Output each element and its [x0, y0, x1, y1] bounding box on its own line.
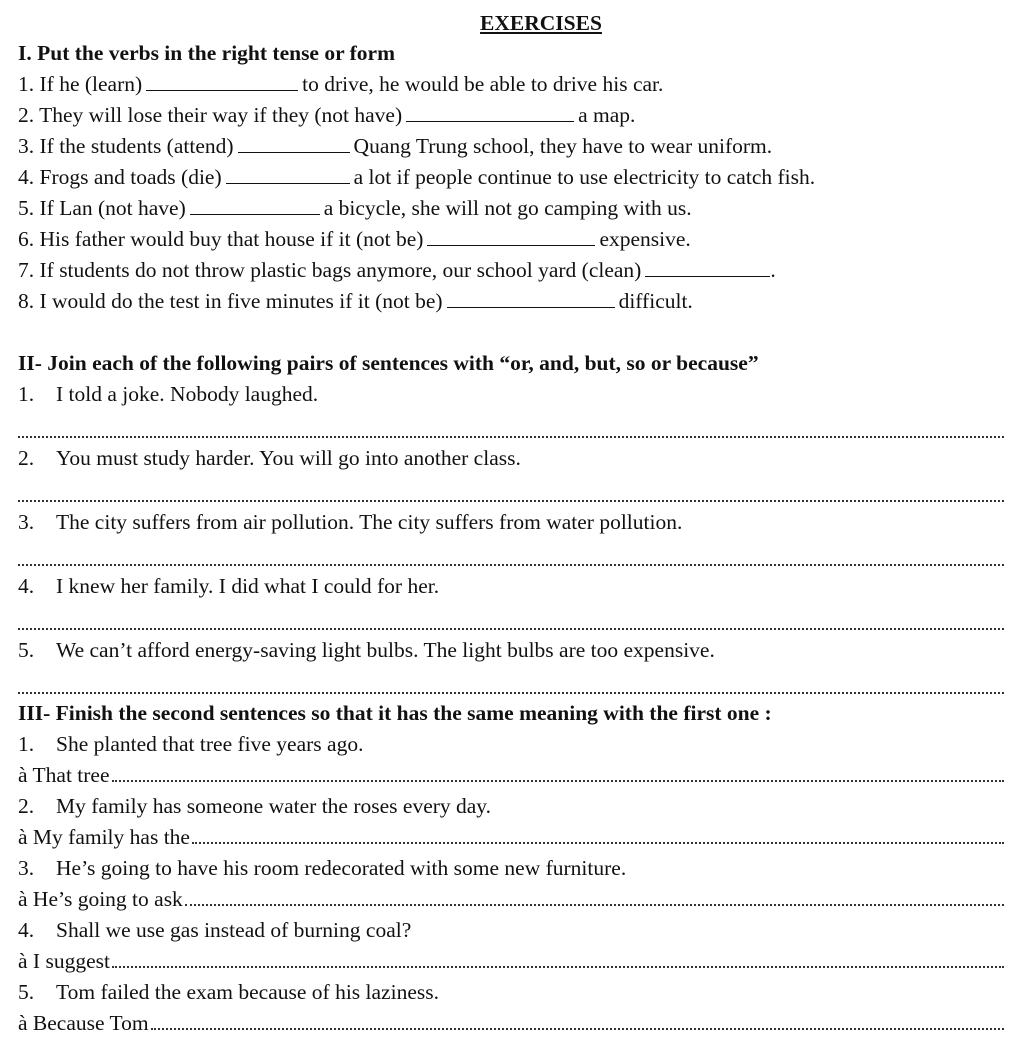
- answer-blank[interactable]: [146, 70, 298, 91]
- answer-blank[interactable]: [645, 256, 770, 277]
- exercise-item: 6. His father would buy that house if it (not be) expensive.: [18, 227, 691, 251]
- answer-line[interactable]: [18, 538, 1004, 566]
- exercise-item: 1. If he (learn) to drive, he would be able to drive his car.: [18, 72, 664, 96]
- exercise-item: 4. Shall we use gas instead of burning coal?: [18, 918, 412, 942]
- section-2-heading: II- Join each of the following pairs of sentences with “or, and, but, so or because”: [18, 351, 759, 375]
- exercise-item: 4. Frogs and toads (die) a lot if people continue to use electricity to catch fish.: [18, 165, 816, 189]
- exercise-item: 5. Tom failed the exam because of his laziness.: [18, 980, 439, 1004]
- exercise-item: 5. If Lan (not have) a bicycle, she will not go camping with us.: [18, 196, 692, 220]
- exercise-item: 7. If students do not throw plastic bags anymore, our school yard (clean) .: [18, 258, 776, 282]
- exercise-item: 2. You must study harder. You will go into another class.: [18, 446, 521, 470]
- answer-line[interactable]: [192, 824, 1004, 844]
- answer-blank[interactable]: [427, 225, 595, 246]
- spacer: [18, 317, 1004, 348]
- answer-line[interactable]: [185, 886, 1004, 906]
- exercise-item: 8. I would do the test in five minutes if it (not be) difficult.: [18, 289, 693, 313]
- exercise-item: 3. If the students (attend) Quang Trung school, they have to wear uniform.: [18, 134, 773, 158]
- exercise-item: 3. The city suffers from air pollution. The city suffers from water pollution.: [18, 510, 683, 534]
- answer-line[interactable]: [112, 948, 1004, 968]
- answer-line[interactable]: [18, 474, 1004, 502]
- exercise-item: 3. He’s going to have his room redecorated with some new furniture.: [18, 856, 627, 880]
- section-1-heading: I. Put the verbs in the right tense or form: [18, 41, 395, 65]
- answer-blank[interactable]: [406, 101, 574, 122]
- exercise-item: 1. She planted that tree five years ago.: [18, 732, 364, 756]
- answer-row: à He’s going to ask: [18, 884, 1004, 915]
- exercise-item: 1. I told a joke. Nobody laughed.: [18, 382, 319, 406]
- answer-line[interactable]: [18, 410, 1004, 438]
- section-3-heading: III- Finish the second sentences so that it has the same meaning with the first one :: [18, 701, 772, 725]
- answer-line[interactable]: [112, 762, 1004, 782]
- answer-blank[interactable]: [238, 132, 350, 153]
- exercise-item: 5. We can’t afford energy-saving light bulbs. The light bulbs are too expensive.: [18, 638, 715, 662]
- answer-blank[interactable]: [447, 287, 615, 308]
- answer-row: à I suggest: [18, 946, 1004, 977]
- exercise-item: 2. They will lose their way if they (not have) a map.: [18, 103, 636, 127]
- page-title: EXERCISES: [480, 11, 602, 35]
- answer-blank[interactable]: [190, 194, 320, 215]
- answer-row: à Because Tom: [18, 1008, 1004, 1039]
- answer-line[interactable]: [18, 602, 1004, 630]
- answer-row: à That tree: [18, 760, 1004, 791]
- answer-line[interactable]: [151, 1010, 1004, 1030]
- answer-line[interactable]: [18, 666, 1004, 694]
- answer-row: à My family has the: [18, 822, 1004, 853]
- exercise-item: 2. My family has someone water the roses every day.: [18, 794, 492, 818]
- exercise-item: 4. I knew her family. I did what I could for her.: [18, 574, 440, 598]
- answer-blank[interactable]: [226, 163, 350, 184]
